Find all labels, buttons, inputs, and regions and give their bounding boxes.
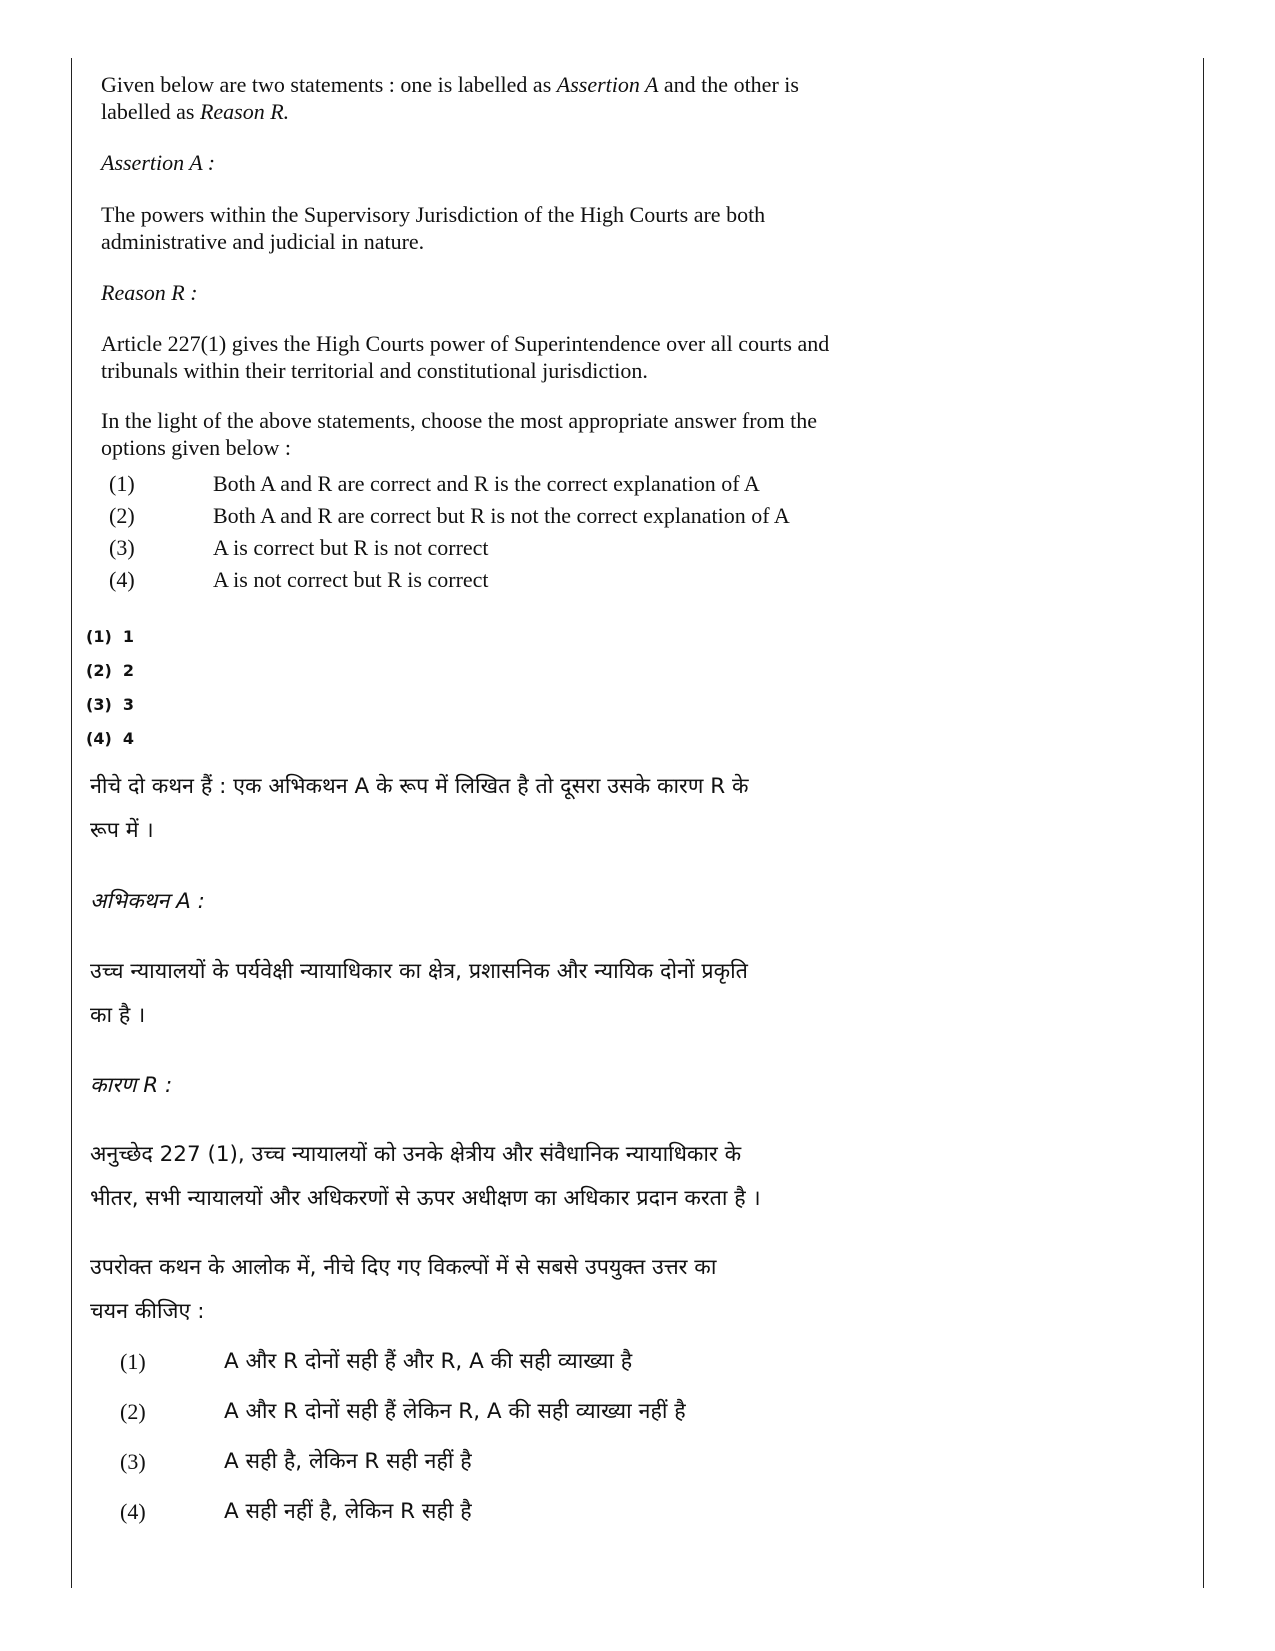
option-text: A is not correct but R is correct: [213, 567, 489, 592]
english-intro: [101, 71, 1101, 125]
hindi-intro-line1: नीचे दो कथन हैं : एक अभिकथन A के रूप में लिखित है तो दूसरा उसके कारण R के: [90, 774, 749, 799]
hindi-assertion-text: [90, 950, 1110, 1038]
option-text: A सही है, लेकिन R सही नहीं है: [224, 1449, 472, 1474]
left-margin-rule: [71, 58, 72, 1588]
option-text: A और R दोनों सही हैं लेकिन R, A की सही व्याख्या नहीं है: [224, 1399, 686, 1424]
option-text: Both A and R are correct and R is the correct explanation of A: [213, 471, 760, 496]
english-assertion-text: [101, 201, 1101, 255]
option-number: (2): [109, 503, 135, 528]
answer-option-4[interactable]: (4) 4: [86, 729, 135, 748]
answer-option-3[interactable]: (3) 3: [86, 695, 135, 714]
english-question: [101, 407, 1101, 461]
english-option-4: [109, 566, 1009, 593]
english-question-line2: options given below :: [101, 435, 292, 460]
option-number: (1): [109, 471, 135, 496]
hindi-intro: [90, 765, 1110, 853]
hindi-option-4: [120, 1490, 1020, 1534]
english-intro-line1: Given below are two statements : one is labelled as Assertion A and the other is: [101, 72, 799, 97]
english-reason-line2: tribunals within their territorial and constitutional jurisdiction.: [101, 358, 648, 383]
english-intro-line2: labelled as Reason R.: [101, 99, 290, 124]
english-assertion-line2: administrative and judicial in nature.: [101, 229, 425, 254]
option-text: A सही नहीं है, लेकिन R सही है: [224, 1499, 472, 1524]
option-text: A is correct but R is not correct: [213, 535, 489, 560]
hindi-option-1: [120, 1340, 1020, 1384]
option-number: (3): [109, 535, 135, 560]
hindi-option-2: [120, 1390, 1020, 1434]
hindi-reason-label: कारण R :: [90, 1073, 173, 1098]
option-number: (4): [120, 1499, 146, 1524]
option-number: (4): [109, 567, 135, 592]
english-question-line1: In the light of the above statements, choose the most appropriate answer from the: [101, 408, 818, 433]
option-number: (1): [120, 1349, 146, 1374]
english-reason-line1: Article 227(1) gives the High Courts power of Superintendence over all courts and: [101, 331, 830, 356]
hindi-intro-line2: रूप में ।: [90, 818, 154, 843]
option-text: A और R दोनों सही हैं और R, A की सही व्याख्या है: [224, 1349, 633, 1374]
english-option-2: [109, 502, 1009, 529]
option-text: Both A and R are correct but R is not the correct explanation of A: [213, 503, 790, 528]
answer-option-1[interactable]: (1) 1: [86, 627, 135, 646]
hindi-reason-text: [90, 1133, 1110, 1221]
right-margin-rule: [1203, 58, 1204, 1588]
assertion-term: Assertion A: [556, 72, 659, 97]
hindi-reason-line2: भीतर, सभी न्यायालयों और अधिकरणों से ऊपर अधीक्षण का अधिकार प्रदान करता है ।: [90, 1186, 761, 1211]
hindi-question: [90, 1246, 1110, 1334]
hindi-question-line2: चयन कीजिए :: [90, 1299, 205, 1324]
option-number: (3): [120, 1449, 146, 1474]
hindi-assertion-line1: उच्च न्यायालयों के पर्यवेक्षी न्यायाधिकार का क्षेत्र, प्रशासनिक और न्यायिक दोनों प्रकृति: [90, 959, 748, 984]
english-option-3: [109, 534, 1009, 561]
english-assertion-line1: The powers within the Supervisory Jurisdiction of the High Courts are both: [101, 202, 766, 227]
hindi-question-line1: उपरोक्त कथन के आलोक में, नीचे दिए गए विकल्पों में से सबसे उपयुक्त उत्तर का: [90, 1255, 717, 1280]
english-reason-label: Reason R :: [101, 280, 198, 305]
hindi-assertion-label: अभिकथन A :: [90, 889, 205, 914]
english-assertion-label: Assertion A :: [101, 150, 216, 175]
hindi-reason-line1: अनुच्छेद 227 (1), उच्च न्यायालयों को उनके क्षेत्रीय और संवैधानिक न्यायाधिकार के: [90, 1142, 742, 1167]
english-option-1: [109, 470, 1009, 497]
english-reason-text: [101, 330, 1101, 384]
option-number: (2): [120, 1399, 146, 1424]
answer-option-2[interactable]: (2) 2: [86, 661, 135, 680]
hindi-assertion-line2: का है ।: [90, 1003, 146, 1028]
hindi-option-3: [120, 1440, 1020, 1484]
reason-term: Reason R.: [199, 99, 290, 124]
